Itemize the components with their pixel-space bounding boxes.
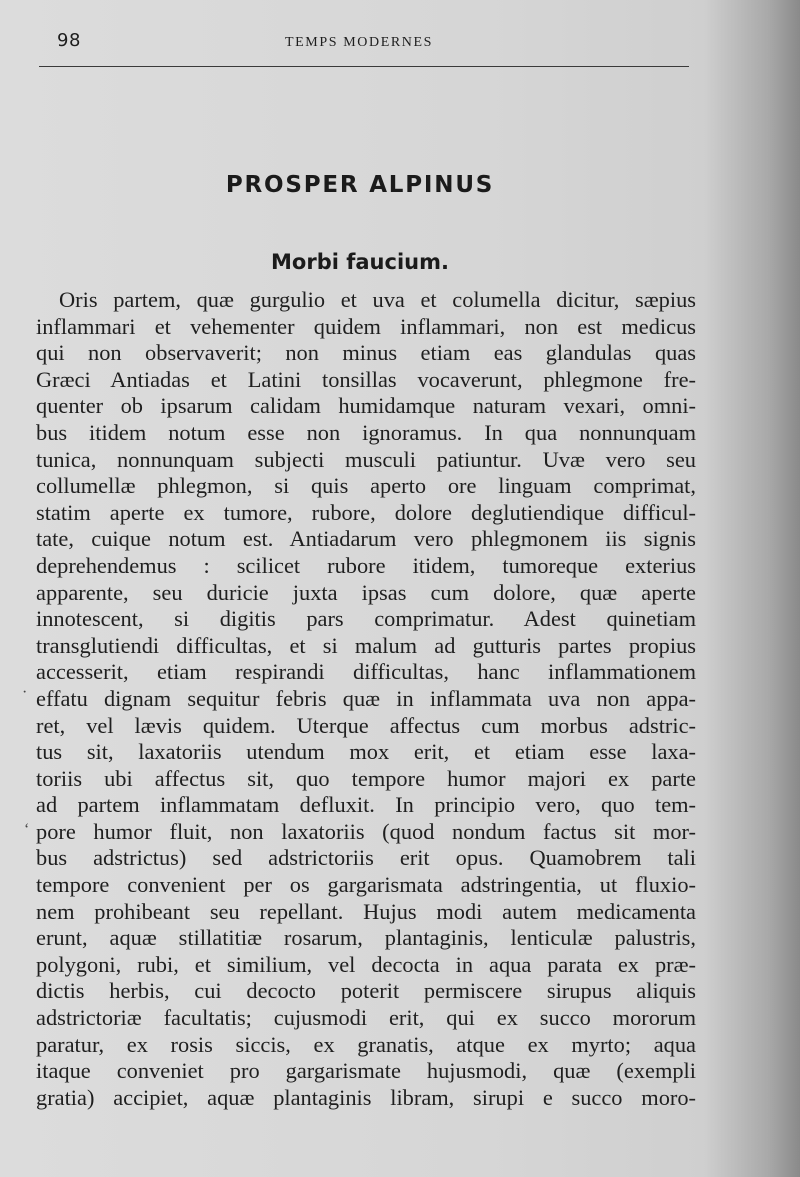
text-line: ad partem inflammatam defluxit. In principio vero, quo tem- — [36, 792, 696, 818]
text-line: ret, vel lævis quidem. Uterque affectus cum morbus adstric- — [36, 712, 696, 738]
text-line: toriis ubi affectus sit, quo tempore humor majori ex parte — [36, 765, 696, 791]
text-line: itaque conveniet pro gargarismate hujusmodi, quæ (exempli — [36, 1058, 696, 1084]
text-line: Oris partem, quæ gurgulio et uva et columella dicitur, sæpius — [59, 287, 696, 312]
text-line: adstrictoriæ facultatis; cujusmodi erit, qui ex succo mororum — [36, 1005, 696, 1031]
running-head: TEMPS MODERNES — [285, 35, 434, 50]
text-line: tunica, nonnunquam subjecti musculi patiuntur. Uvæ vero seu — [36, 446, 696, 472]
text-line: paratur, ex rosis siccis, ex granatis, atque ex myrto; aqua — [36, 1031, 696, 1057]
margin-speck: ʻ — [24, 821, 30, 838]
text-line: qui non observaverit; non minus etiam eas glandulas quas — [36, 340, 696, 366]
text-line: accesserit, etiam respirandi difficultas, hanc inflammationem — [36, 659, 696, 685]
text-line: erunt, aquæ stillatitiæ rosarum, plantaginis, lenticulæ palustris, — [36, 925, 696, 951]
text-line: quenter ob ipsarum calidam humidamque naturam vexari, omni- — [36, 393, 696, 419]
text-line: nem prohibeant seu repellant. Hujus modi autem medicamenta — [36, 898, 696, 924]
text-line: apparente, seu duricie juxta ipsas cum dolore, quæ aperte — [36, 579, 696, 605]
text-line: deprehendemus : scilicet rubore itidem, tumoreque exterius — [36, 552, 696, 578]
text-line: tempore convenient per os gargarismata adstringentia, ut fluxio- — [36, 872, 696, 898]
text-line: innotescent, si digitis pars comprimatur. Adest quinetiam — [36, 606, 696, 632]
text-line: statim aperte ex tumore, rubore, dolore deglutiendique difficul- — [36, 499, 696, 525]
text-line: tus sit, laxatoriis utendum mox erit, et etiam esse laxa- — [36, 739, 696, 765]
text-line: Græci Antiadas et Latini tonsillas vocaverunt, phlegmone fre- — [36, 366, 696, 392]
text-line: bus adstrictus) sed adstrictoriis erit opus. Quamobrem tali — [36, 845, 696, 871]
section-title: PROSPER ALPINUS — [225, 172, 495, 198]
section-subtitle: Morbi faucium. — [271, 250, 449, 274]
header-rule — [39, 66, 689, 67]
text-line: inflammari et vehementer quidem inflammari, non est medicus — [36, 313, 696, 339]
page-header — [57, 30, 689, 56]
page-number: 98 — [57, 30, 81, 51]
body-text — [36, 287, 696, 1111]
text-line: collumellæ phlegmon, si quis aperto ore linguam comprimat, — [36, 473, 696, 499]
text-line: dictis herbis, cui decocto poterit permiscere sirupus aliquis — [36, 978, 696, 1004]
text-line: tate, cuique notum est. Antiadarum vero phlegmonem iis signis — [36, 526, 696, 552]
text-line: polygoni, rubi, et similium, vel decocta in aqua parata ex præ- — [36, 951, 696, 977]
text-line: transglutiendi difficultas, et si malum ad gutturis partes propius — [36, 632, 696, 658]
margin-speck: · — [22, 684, 28, 701]
text-line: pore humor fluit, non laxatoriis (quod nondum factus sit mor- — [36, 818, 696, 844]
text-line: effatu dignam sequitur febris quæ in inflammata uva non appa- — [36, 685, 696, 711]
text-line: gratia) accipiet, aquæ plantaginis libram, sirupi e succo moro- — [36, 1084, 696, 1110]
text-line: bus itidem notum esse non ignoramus. In qua nonnunquam — [36, 419, 696, 445]
